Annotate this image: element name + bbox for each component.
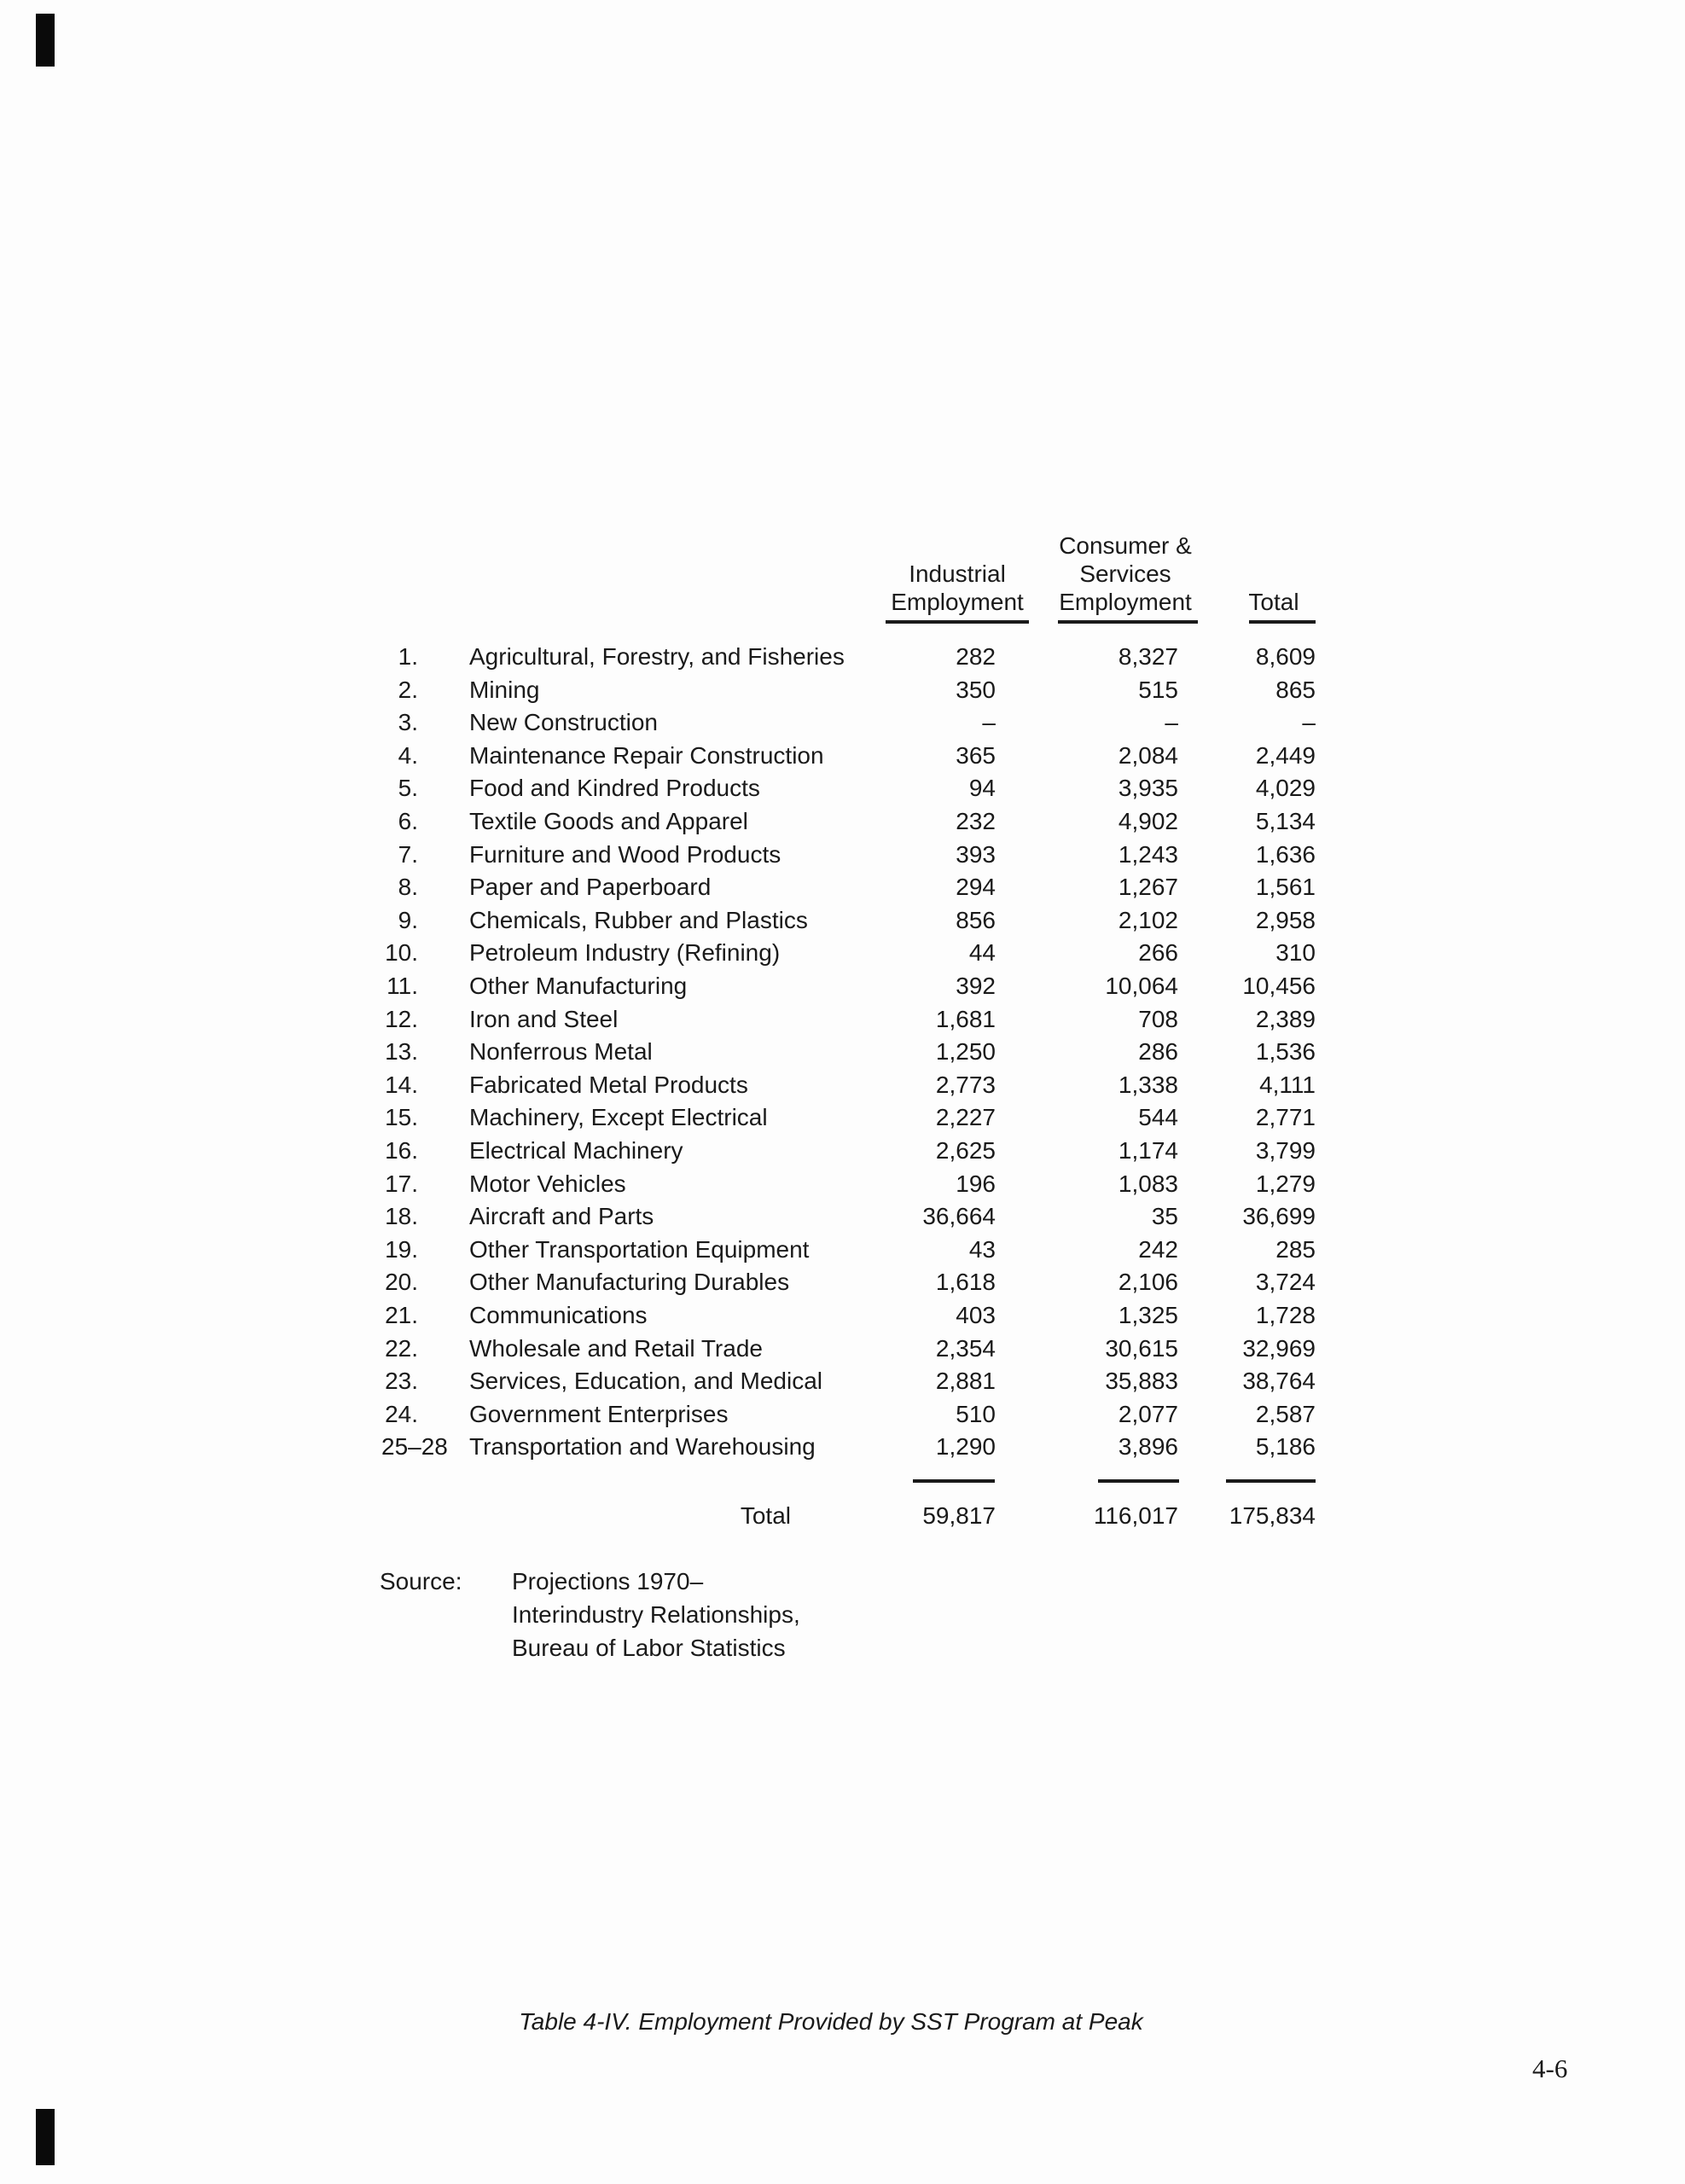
total-rule-industrial	[913, 1479, 995, 1483]
row-label: Maintenance Repair Construction	[469, 741, 824, 769]
row-number: 5.	[398, 775, 418, 802]
row-total: 38,764	[1242, 1368, 1316, 1395]
row-consumer: 515	[1138, 676, 1178, 703]
row-consumer: 8,327	[1118, 643, 1178, 670]
row-total: 285	[1275, 1235, 1316, 1263]
row-consumer: 10,064	[1105, 973, 1178, 999]
header-rule-consumer	[1058, 620, 1198, 624]
row-number: 10.	[385, 939, 418, 967]
row-consumer: 544	[1138, 1104, 1178, 1131]
row-number: 1.	[398, 643, 418, 670]
row-industrial: –	[982, 709, 996, 736]
row-total: 36,699	[1242, 1203, 1316, 1230]
row-label: Agricultural, Forestry, and Fisheries	[469, 643, 845, 670]
row-label: Petroleum Industry (Refining)	[469, 939, 781, 967]
row-total: 5,134	[1255, 808, 1316, 834]
row-label: Food and Kindred Products	[469, 775, 760, 802]
row-industrial: 1,618	[935, 1269, 996, 1296]
table-caption: Table 4-IV. Employment Provided by SST Program at Peak	[519, 2008, 1143, 2035]
row-number: 7.	[398, 840, 418, 868]
row-label: Other Manufacturing	[469, 973, 688, 999]
row-consumer: 2,106	[1118, 1269, 1178, 1296]
row-consumer: 708	[1138, 1005, 1178, 1032]
row-number: 23.	[385, 1368, 418, 1395]
row-industrial: 403	[956, 1302, 996, 1328]
row-industrial: 350	[956, 676, 996, 703]
row-consumer: 35,883	[1105, 1368, 1178, 1395]
row-industrial: 2,354	[935, 1334, 996, 1362]
row-total: 8,609	[1255, 643, 1316, 670]
row-label: Textile Goods and Apparel	[469, 808, 748, 834]
row-label: Services, Education, and Medical	[469, 1368, 822, 1395]
row-number: 16.	[385, 1137, 418, 1164]
row-number: 22.	[385, 1334, 418, 1362]
row-total: 2,771	[1255, 1104, 1316, 1131]
row-total: 4,029	[1255, 775, 1316, 802]
row-industrial: 365	[956, 741, 996, 769]
header-rule-total	[1249, 620, 1316, 624]
row-consumer: 1,325	[1118, 1302, 1178, 1328]
row-number: 13.	[385, 1038, 418, 1066]
row-total: 4,111	[1259, 1071, 1316, 1098]
row-industrial: 2,227	[935, 1104, 996, 1131]
row-number: 17.	[385, 1170, 418, 1197]
row-number: 12.	[385, 1005, 418, 1032]
row-label: Electrical Machinery	[469, 1137, 683, 1164]
row-label: Mining	[469, 676, 540, 703]
row-number: 8.	[398, 874, 418, 901]
row-total: 2,389	[1255, 1005, 1316, 1032]
row-industrial: 1,681	[935, 1005, 996, 1032]
row-consumer: –	[1165, 709, 1178, 736]
row-consumer: 1,083	[1118, 1170, 1178, 1197]
row-number: 9.	[398, 906, 418, 933]
row-label: Iron and Steel	[469, 1005, 619, 1032]
row-industrial: 2,625	[935, 1137, 996, 1164]
row-label: Fabricated Metal Products	[469, 1071, 748, 1098]
row-total: 1,279	[1255, 1170, 1316, 1197]
row-industrial: 43	[968, 1235, 996, 1263]
row-consumer: 1,243	[1118, 840, 1178, 868]
row-number: 4.	[398, 741, 418, 769]
row-industrial: 510	[956, 1400, 996, 1427]
row-consumer: 286	[1138, 1038, 1178, 1066]
row-consumer: 4,902	[1118, 808, 1178, 834]
row-consumer: 3,896	[1118, 1433, 1178, 1461]
registration-mark-bottom	[36, 2109, 55, 2165]
source-line-3: Bureau of Labor Statistics	[512, 1635, 786, 1661]
row-label: Other Manufacturing Durables	[469, 1269, 790, 1296]
row-label: Wholesale and Retail Trade	[469, 1334, 763, 1362]
row-industrial: 393	[956, 840, 996, 868]
row-label: Machinery, Except Electrical	[469, 1104, 768, 1131]
row-number: 2.	[398, 676, 418, 703]
row-total: –	[1302, 709, 1316, 736]
header-total: Total	[1248, 589, 1299, 615]
header-consumer-line3: Employment	[1059, 589, 1192, 615]
row-label: Transportation and Warehousing	[469, 1433, 816, 1461]
totals-consumer: 116,017	[1093, 1502, 1178, 1529]
row-label: Motor Vehicles	[469, 1170, 626, 1197]
source-line-1: Projections 1970–	[512, 1568, 704, 1594]
row-industrial: 1,290	[935, 1433, 996, 1461]
row-consumer: 3,935	[1118, 775, 1178, 802]
row-industrial: 294	[956, 874, 996, 901]
row-consumer: 2,084	[1118, 741, 1178, 769]
registration-mark-top	[36, 14, 55, 67]
row-total: 2,449	[1255, 741, 1316, 769]
row-industrial: 36,664	[922, 1203, 996, 1230]
row-industrial: 2,881	[935, 1368, 996, 1395]
row-label: Nonferrous Metal	[469, 1038, 653, 1066]
row-industrial: 392	[956, 973, 996, 999]
row-total: 32,969	[1242, 1334, 1316, 1362]
row-label: Communications	[469, 1302, 648, 1328]
row-total: 310	[1275, 939, 1316, 967]
totals-total: 175,834	[1229, 1502, 1316, 1529]
source-label: Source:	[380, 1568, 462, 1594]
row-consumer: 1,338	[1118, 1071, 1178, 1098]
row-consumer: 242	[1138, 1235, 1178, 1263]
row-consumer: 266	[1138, 939, 1178, 967]
header-industrial-line1: Industrial	[909, 561, 1006, 587]
row-industrial: 1,250	[935, 1038, 996, 1066]
row-consumer: 1,174	[1118, 1137, 1178, 1164]
row-consumer: 1,267	[1118, 874, 1178, 901]
row-number: 3.	[398, 709, 418, 736]
row-label: Furniture and Wood Products	[469, 840, 781, 868]
row-number: 20.	[385, 1269, 418, 1296]
row-label: Other Transportation Equipment	[469, 1235, 810, 1263]
row-total: 1,636	[1255, 840, 1316, 868]
row-total: 1,728	[1255, 1302, 1316, 1328]
row-consumer: 2,102	[1118, 906, 1178, 933]
row-number: 15.	[385, 1104, 418, 1131]
header-rule-industrial	[886, 620, 1029, 624]
row-number: 25–28	[381, 1433, 448, 1461]
row-total: 1,561	[1255, 874, 1316, 901]
row-industrial: 94	[968, 775, 996, 802]
row-label: Government Enterprises	[469, 1400, 729, 1427]
row-consumer: 2,077	[1118, 1400, 1178, 1427]
row-total: 2,587	[1255, 1400, 1316, 1427]
header-industrial-line2: Employment	[891, 589, 1024, 615]
row-number: 19.	[385, 1235, 418, 1263]
row-label: New Construction	[469, 709, 658, 736]
totals-industrial: 59,817	[922, 1502, 996, 1529]
source-line-2: Interindustry Relationships,	[512, 1601, 800, 1628]
row-industrial: 232	[956, 808, 996, 834]
row-number: 6.	[398, 808, 418, 834]
row-total: 3,724	[1255, 1269, 1316, 1296]
row-label: Chemicals, Rubber and Plastics	[469, 906, 808, 933]
header-consumer-line2: Services	[1079, 561, 1171, 587]
row-total: 2,958	[1255, 906, 1316, 933]
row-total: 5,186	[1255, 1433, 1316, 1461]
row-total: 10,456	[1242, 973, 1316, 999]
total-rule-consumer	[1098, 1479, 1179, 1483]
row-industrial: 196	[956, 1170, 996, 1197]
row-number: 18.	[385, 1203, 418, 1230]
total-rule-total	[1226, 1479, 1316, 1483]
row-number: 24.	[385, 1400, 418, 1427]
row-number: 14.	[385, 1071, 418, 1098]
row-total: 3,799	[1255, 1137, 1316, 1164]
row-consumer: 35	[1151, 1203, 1178, 1230]
header-consumer-line1: Consumer &	[1059, 532, 1192, 559]
row-label: Paper and Paperboard	[469, 874, 712, 901]
row-total: 1,536	[1255, 1038, 1316, 1066]
row-industrial: 282	[956, 643, 996, 670]
row-consumer: 30,615	[1105, 1334, 1178, 1362]
row-number: 11.	[386, 973, 418, 999]
row-total: 865	[1275, 676, 1316, 703]
row-label: Aircraft and Parts	[469, 1203, 654, 1230]
totals-label: Total	[740, 1502, 791, 1529]
page-number: 4-6	[1532, 2053, 1568, 2083]
row-industrial: 44	[968, 939, 996, 967]
row-industrial: 856	[956, 906, 996, 933]
row-industrial: 2,773	[935, 1071, 996, 1098]
row-number: 21.	[385, 1302, 418, 1328]
